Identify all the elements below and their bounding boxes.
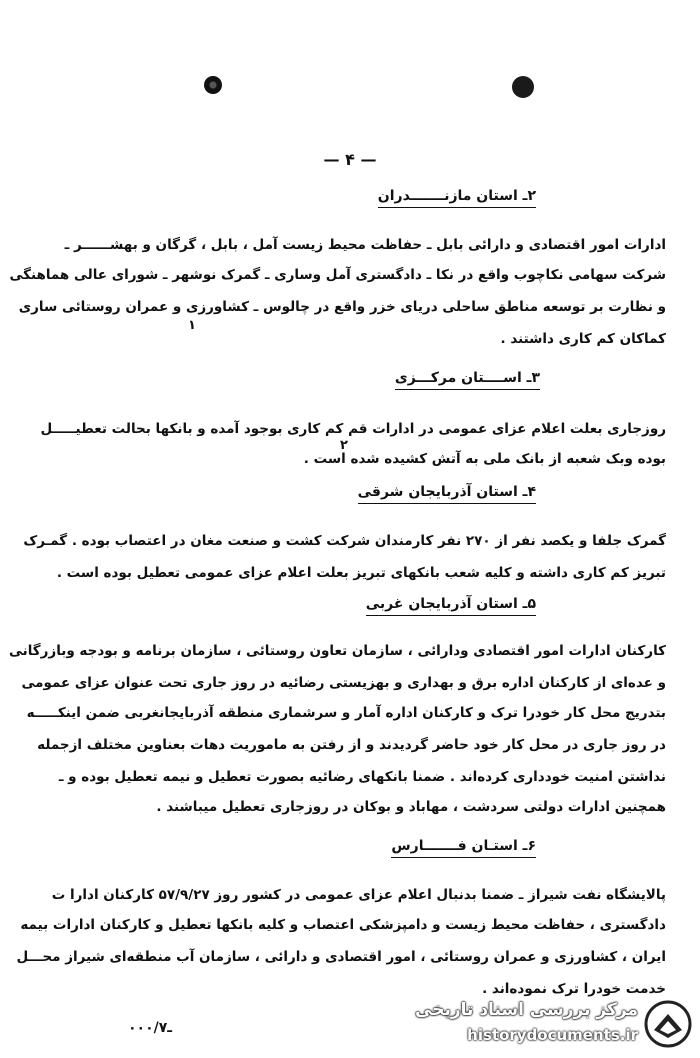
section-markazi-line-1: روزجاری بعلت اعلام عزای عمومی در ادارات قم کم کاری بوجود آمده و بانکها بحالت تعطیـــــل xyxy=(40,421,666,437)
section-fars-line-4: خدمت خودرا ترک نموده‌اند . xyxy=(482,981,666,997)
section-west-azerbaijan-line-3: بتدریج محل کار خودرا ترک و کارکنان اداره آمار و سرشماری منطقه آذربایجانغربی ضمن اینکـــــه xyxy=(26,705,666,721)
section-west-azerbaijan-line-5: نداشتن امنیت خودداری کرده‌اند . ضمنا بانکهای رضائیه بصورت تعطیل و نیمه تعطیل بوده و ـ xyxy=(58,769,666,785)
punch-hole-right-icon xyxy=(512,76,534,98)
page-number: — ۴ — xyxy=(323,150,377,169)
section-markazi-line-2: بوده وبک شعبه از بانک ملی به آتش کشیده شده است . xyxy=(303,451,666,467)
section-fars-line-1: پالایشگاه نفت شیراز ـ ضمنا بدنبال اعلام عزای عمومی در کشور روز ۵۷/۹/۲۷ کارکنان ادارا ت xyxy=(51,887,666,903)
section-mazandaran-line-3: و نظارت بر توسعه مناطق ساحلی دریای خزر واقع در چالوس ـ کشاورزی و عمران روستائی ساری xyxy=(18,299,666,315)
section-mazandaran-line-2: شرکت سهامی نکاچوب واقع در نکا ـ دادگستری آمل وساری ـ گمرک نوشهر ـ شورای عالی هماهنگی xyxy=(9,267,666,283)
section-west-azerbaijan-line-4: در روز جاری در محل کار خود حاضر گردیدند و از رفتن به ماموریت دهات بعناوین مختلف ازجمله xyxy=(37,737,666,753)
section-west-azerbaijan-line-2: و عده‌ای از کارکنان اداره برق و بهداری و بهزیستی رضائیه در روز جاری تحت عنوان عزای عمومی xyxy=(21,675,666,691)
section-heading-west-azerbaijan: ۵ـ استان آذربایجان غربی xyxy=(366,596,536,616)
footnote-mark-1: ۱ xyxy=(188,318,196,333)
section-mazandaran-line-1: ادارات امور اقتصادی و دارائی بابل ـ حفاظت محیط زیست آمل ، بابل ، گرگان و بهشــــــر ـ xyxy=(64,237,666,253)
section-heading-mazandaran: ۲ـ استان مازنـــــــدران xyxy=(378,188,536,208)
footer-number: ۰۰۰/۷ـ xyxy=(128,1020,173,1036)
section-fars-line-3: ایران ، کشاورزی و عمران روستائی ، امور اقتصادی و دارائی ، سازمان آب منطقه‌ای شیراز محـــل xyxy=(16,949,666,965)
footnote-mark-2: ۲ xyxy=(340,438,348,453)
section-east-azerbaijan-line-2: تبریز کم کاری داشته و کلیه شعب بانکهای تبریز بعلت اعلام عزای عمومی تعطیل بوده است . xyxy=(56,565,666,581)
watermark-title: مرکز بررسی اسناد تاریخی xyxy=(415,1000,638,1020)
section-fars-line-2: دادگستری ، حفاظت محیط زیست و دامپزشکی اعتصاب و کلیه بانکها تعطیل و کارکنان ادارات بیمه xyxy=(20,917,666,933)
section-mazandaran-line-4: کماکان کم کاری داشتند . xyxy=(500,331,666,347)
section-heading-fars: ۶ـ استـان فـــــــارس xyxy=(391,838,536,858)
watermark-url: historydocuments.ir xyxy=(467,1026,638,1044)
section-east-azerbaijan-line-1: گمرک جلفا و یکصد نفر از ۲۷۰ نفر کارمندان شرکت کشت و صنعت مغان در اعتصاب بوده . گمـرک xyxy=(23,533,666,549)
watermark xyxy=(396,998,696,1052)
punch-hole-left-icon xyxy=(204,76,222,94)
section-west-azerbaijan-line-6: همچنین ادارات دولتی سردشت ، مهاباد و بوکان در روزجاری تعطیل میباشند . xyxy=(156,799,666,815)
section-west-azerbaijan-line-1: کارکنان ادارات امور اقتصادی ودارائی ، سازمان تعاون روستائی ، سازمان برنامه و بودجه وبازرگانی xyxy=(9,643,666,659)
section-heading-markazi: ۳ـ اســــتان مرکـــزی xyxy=(395,370,540,390)
section-heading-east-azerbaijan: ۴ـ استان آذربایجان شرقی xyxy=(358,484,536,504)
book-logo-icon xyxy=(644,1000,692,1048)
